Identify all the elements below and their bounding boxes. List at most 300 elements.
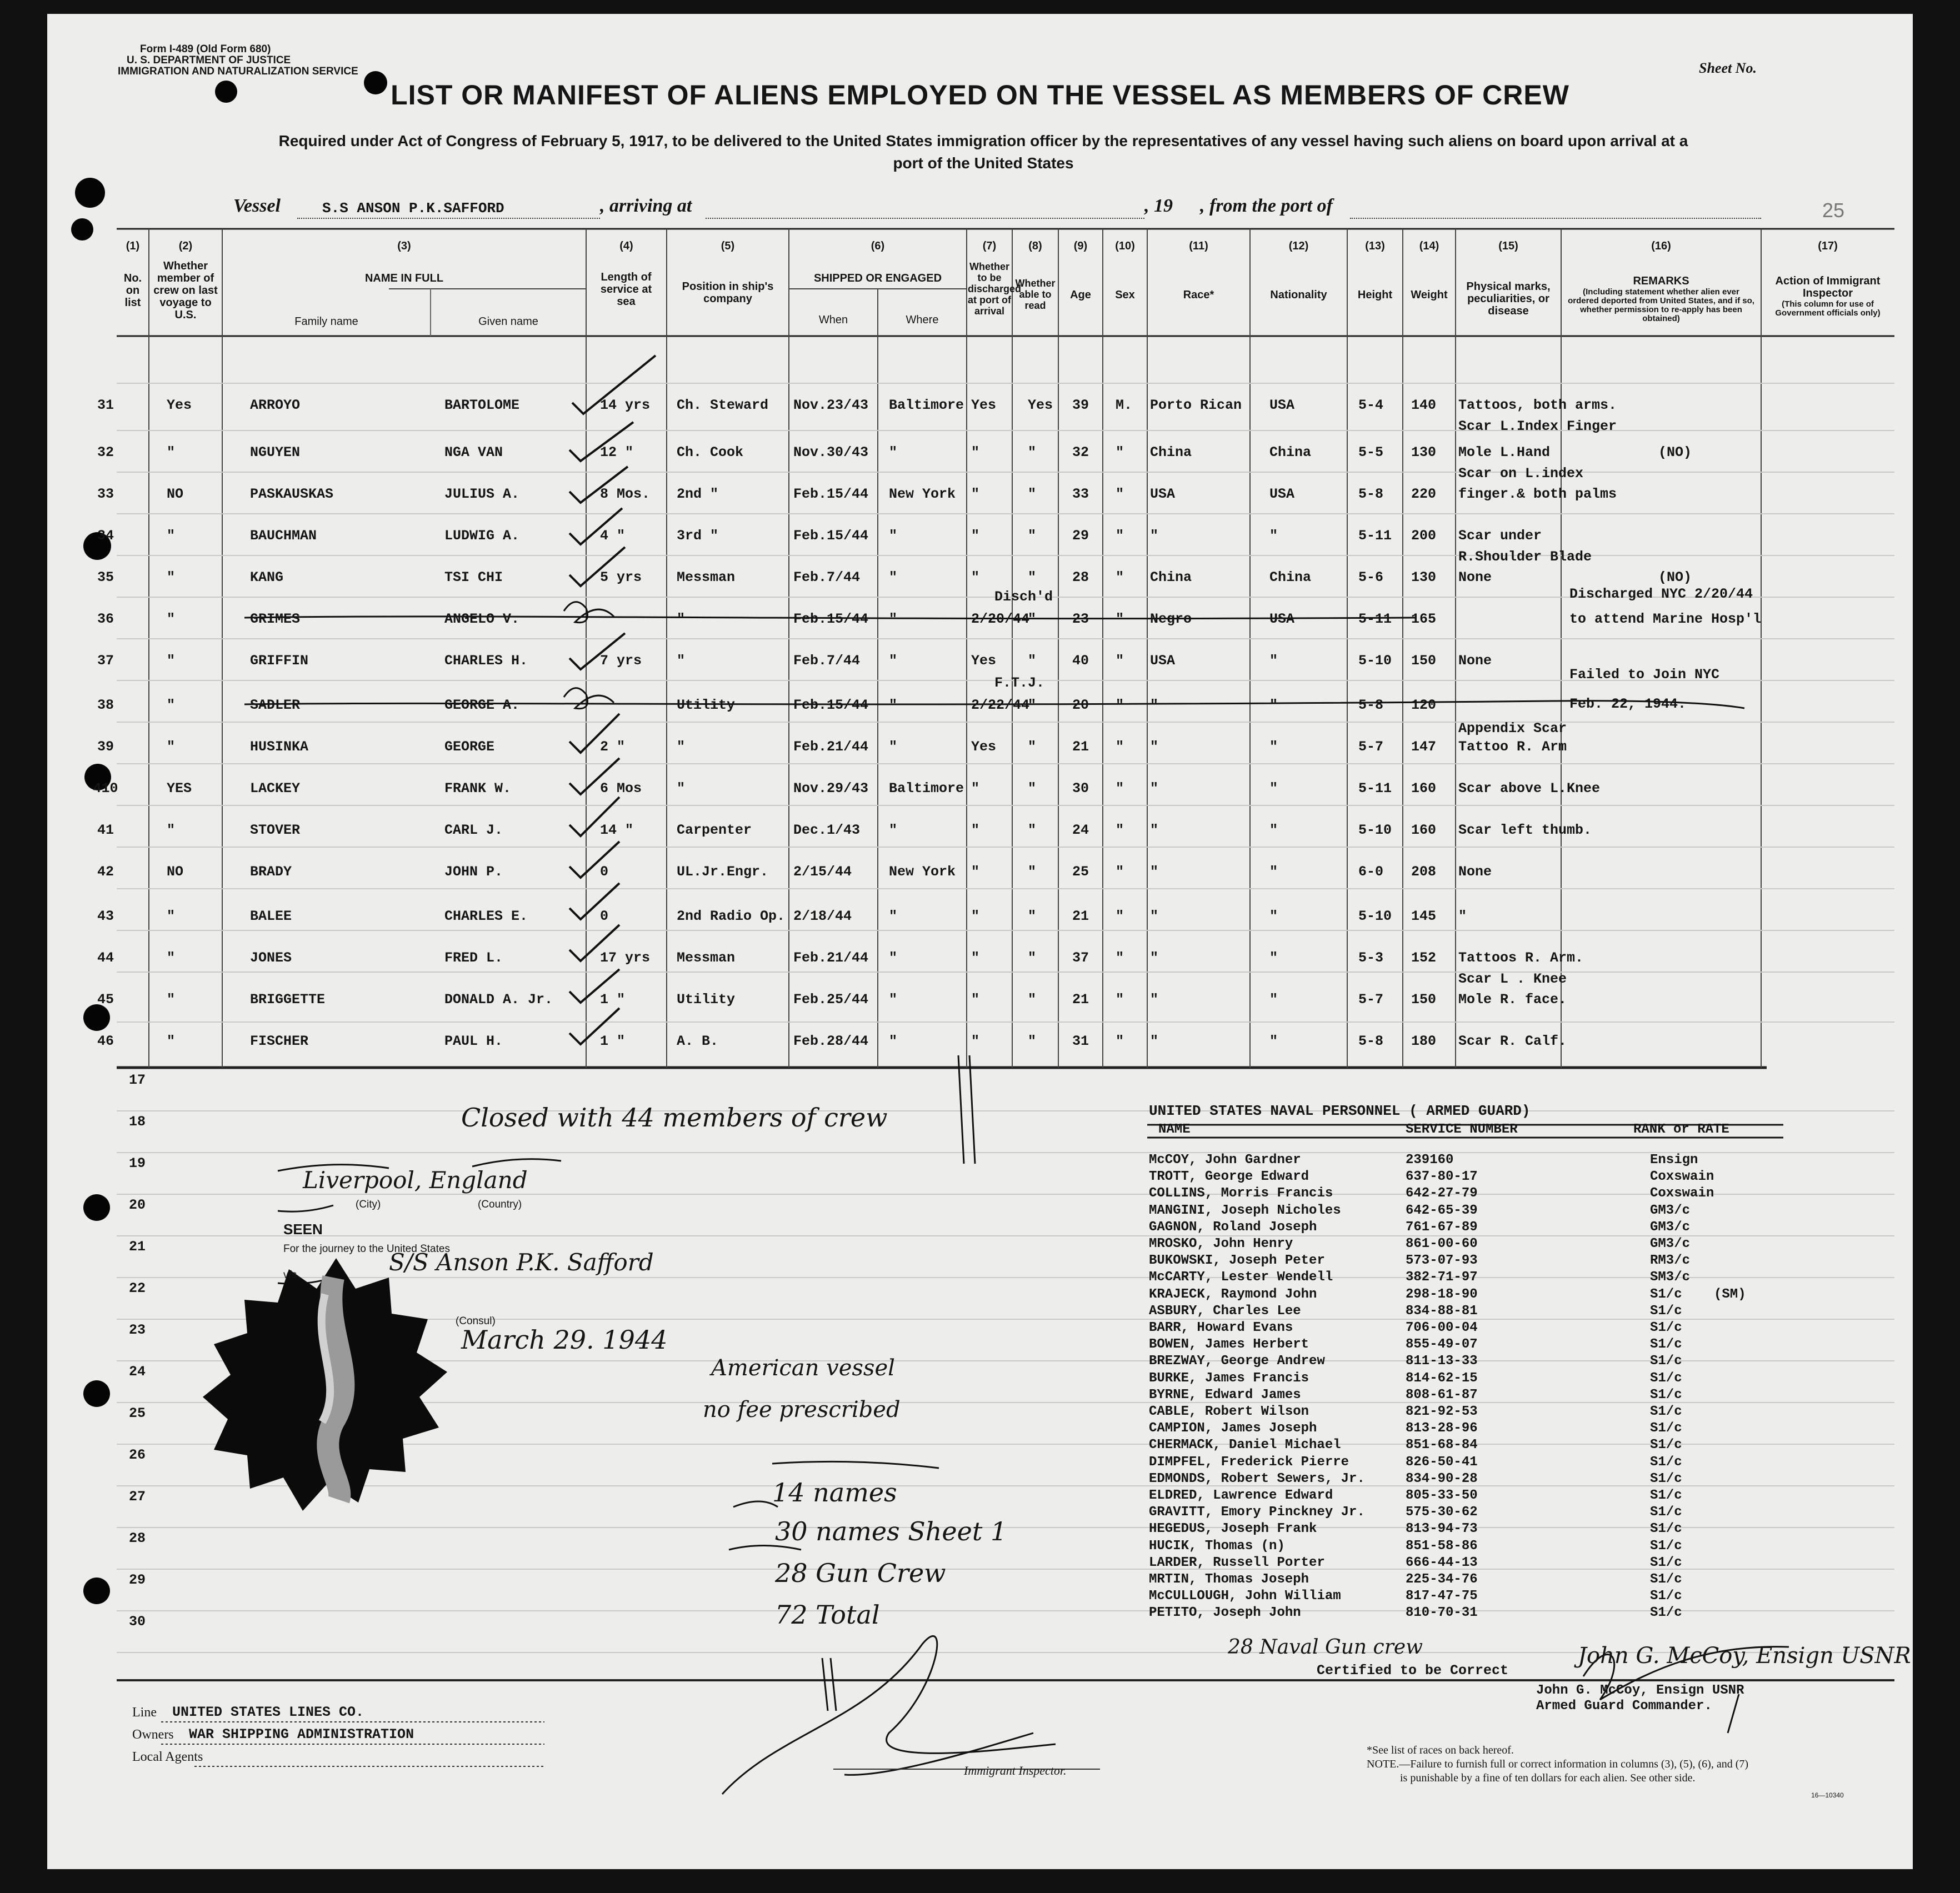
naval-rank-cell: S1/c <box>1650 1521 1682 1537</box>
discharged-cell: Yes <box>971 397 997 413</box>
naval-rank-cell: S1/c <box>1650 1387 1682 1403</box>
read-cell: " <box>1028 950 1037 966</box>
height-cell: 5-11 <box>1358 528 1392 544</box>
naval-rank-cell: S1/c <box>1650 1337 1682 1353</box>
given-name-cell: BARTOLOME <box>444 397 520 413</box>
row-number: 37 <box>97 653 114 669</box>
col-header-where: Where <box>906 314 939 326</box>
col-header-race: Race* <box>1183 289 1214 301</box>
race-cell: Porto Rican <box>1150 397 1242 413</box>
weight-cell: 220 <box>1411 486 1437 502</box>
sex-cell: " <box>1116 822 1124 838</box>
year-label: , 19 <box>1144 196 1173 216</box>
discharged-cell: " <box>971 864 980 880</box>
sex-cell: " <box>1116 864 1124 880</box>
prev-voyage-cell: " <box>167 569 176 585</box>
col-header-service: Length of service at sea <box>600 271 652 308</box>
remarks-cell-2: Feb. 22, 1944. <box>1569 696 1687 712</box>
read-cell: Yes <box>1028 397 1053 413</box>
row-number: 26 <box>129 1447 146 1463</box>
race-cell: " <box>1150 950 1159 966</box>
discharged-cell: Yes <box>971 653 997 669</box>
family-name-cell: HUSINKA <box>250 739 309 755</box>
col-num: (6) <box>871 240 885 252</box>
row-number: 43 <box>97 908 114 924</box>
col-num: (16) <box>1651 240 1671 252</box>
weight-cell: 130 <box>1411 444 1437 460</box>
naval-service-cell: 298-18-90 <box>1406 1286 1478 1302</box>
family-name-cell: BRIGGETTE <box>250 991 326 1008</box>
agents-label: Local Agents <box>132 1750 203 1764</box>
col-num: (1) <box>126 240 140 252</box>
read-cell: " <box>1028 780 1037 797</box>
penalty-note: NOTE.—Failure to furnish full or correct information in columns (3), (5), (6), and (7) <box>1367 1758 1749 1770</box>
shipped-when-cell: Feb.15/44 <box>793 486 869 502</box>
races-note: *See list of races on back hereof. <box>1367 1744 1514 1756</box>
shipped-where-cell: " <box>889 1033 898 1049</box>
commander-title: Armed Guard Commander. <box>1536 1699 1712 1714</box>
col-num: (10) <box>1115 240 1135 252</box>
sex-cell: " <box>1116 991 1124 1008</box>
family-name-cell: KANG <box>250 569 284 585</box>
age-cell: 21 <box>1072 991 1089 1008</box>
marks-cell-2: Scar on L.index <box>1458 465 1584 482</box>
age-cell: 23 <box>1072 611 1089 627</box>
naval-service-cell: 642-27-79 <box>1406 1186 1478 1201</box>
height-cell: 5-11 <box>1358 611 1392 627</box>
owners-value: WAR SHIPPING ADMINISTRATION <box>189 1726 414 1742</box>
notary-seal <box>203 1258 447 1511</box>
naval-name-cell: DIMPFEL, Frederick Pierre <box>1149 1454 1349 1470</box>
col-header-remarks-note: (Including statement whether alien ever ordered deported from United States, and if so, whether permission to re-apply has been obtained) <box>1568 287 1754 323</box>
naval-rank-cell: RM3/c <box>1650 1253 1691 1269</box>
marks-cell: None <box>1458 653 1492 669</box>
family-name-cell: SADLER <box>250 697 301 713</box>
service-cell: 17 yrs <box>600 950 651 966</box>
shipped-when-cell: Feb.15/44 <box>793 611 869 627</box>
race-cell: China <box>1150 444 1192 460</box>
service-cell: 0 <box>600 864 609 880</box>
naval-rank-cell: SM3/c <box>1650 1270 1691 1285</box>
shipped-where-cell: " <box>889 444 898 460</box>
given-name-cell: ANGELO V. <box>444 611 520 627</box>
naval-name-cell: McCULLOUGH, John William <box>1149 1589 1341 1604</box>
row-number: 27 <box>129 1489 146 1505</box>
naval-name-cell: COLLINS, Morris Francis <box>1149 1186 1333 1201</box>
arriving-label: , arriving at <box>600 196 692 216</box>
shipped-where-cell: " <box>889 611 898 627</box>
line-label: Line <box>132 1705 157 1720</box>
race-cell: " <box>1150 991 1159 1008</box>
age-cell: 29 <box>1072 528 1089 544</box>
shipped-when-cell: Feb.15/44 <box>793 697 869 713</box>
shipped-when-cell: Nov.29/43 <box>793 780 869 797</box>
service-cell: 2 " <box>600 739 626 755</box>
naval-name-cell: KRAJECK, Raymond John <box>1149 1286 1317 1302</box>
naval-name-cell: HEGEDUS, Joseph Frank <box>1149 1521 1317 1537</box>
row-number: 33 <box>97 486 114 502</box>
col-num: (13) <box>1365 240 1385 252</box>
position-cell: Utility <box>677 991 736 1008</box>
naval-service-cell: 813-28-96 <box>1406 1421 1478 1436</box>
position-cell: 2nd " <box>677 486 719 502</box>
position-cell: 2nd Radio Op. <box>677 908 786 924</box>
position-cell: Utility <box>677 697 736 713</box>
position-cell: " <box>677 653 686 669</box>
naval-rank-cell: S1/c <box>1650 1572 1682 1587</box>
country-label: (Country) <box>478 1199 522 1210</box>
given-name-cell: LUDWIG A. <box>444 528 520 544</box>
naval-service-cell: 851-58-86 <box>1406 1538 1478 1554</box>
naval-service-cell: 706-00-04 <box>1406 1320 1478 1335</box>
consul-label: (Consul) <box>456 1315 496 1327</box>
sex-cell: " <box>1116 611 1124 627</box>
race-cell: " <box>1150 908 1159 924</box>
naval-rank-cell: S1/c <box>1650 1320 1682 1335</box>
family-name-cell: GRIMES <box>250 611 301 627</box>
col-num: (8) <box>1028 240 1042 252</box>
naval-heading: UNITED STATES NAVAL PERSONNEL ( ARMED GUARD) <box>1149 1103 1531 1119</box>
naval-rank-cell: S1/c <box>1650 1421 1682 1436</box>
col-header-family: Family name <box>294 316 358 328</box>
naval-name-cell: ELDRED, Lawrence Edward <box>1149 1488 1333 1503</box>
naval-service-cell: 817-47-75 <box>1406 1589 1478 1604</box>
journey-label: For the journey to the United States <box>283 1243 450 1255</box>
nationality-cell: China <box>1269 569 1312 585</box>
marks-cell-2: Scar L . Knee <box>1458 971 1567 987</box>
position-cell: Ch. Cook <box>677 444 744 460</box>
shipped-where-cell: Baltimore <box>889 780 964 797</box>
service-cell: 6 Mos <box>600 780 642 797</box>
naval-rank-cell: GM3/c <box>1650 1219 1691 1235</box>
inspector-label: Immigrant Inspector. <box>964 1764 1067 1777</box>
weight-cell: 160 <box>1411 780 1437 797</box>
discharged-cell: " <box>971 1033 980 1049</box>
sex-cell: " <box>1116 950 1124 966</box>
given-name-cell: CARL J. <box>444 822 503 838</box>
naval-name-cell: McCOY, John Gardner <box>1149 1153 1301 1168</box>
naval-service-cell: 808-61-87 <box>1406 1387 1478 1403</box>
age-cell: 20 <box>1072 697 1089 713</box>
read-cell: " <box>1028 486 1037 502</box>
nationality-cell: " <box>1269 1033 1278 1049</box>
col-header-weight: Weight <box>1411 289 1448 301</box>
shipped-when-cell: Feb.15/44 <box>793 528 869 544</box>
no-fee-note: no fee prescribed <box>703 1397 901 1423</box>
city-label: (City) <box>356 1199 381 1210</box>
family-name-cell: BRADY <box>250 864 292 880</box>
race-cell: Negro <box>1150 611 1192 627</box>
read-cell: " <box>1028 908 1037 924</box>
nationality-cell: " <box>1269 780 1278 797</box>
shipped-where-cell: " <box>889 697 898 713</box>
col-header-sex: Sex <box>1115 289 1135 301</box>
age-cell: 25 <box>1072 864 1089 880</box>
family-name-cell: FISCHER <box>250 1033 309 1049</box>
height-cell: 5-10 <box>1358 653 1392 669</box>
col-num: (11) <box>1189 240 1208 252</box>
read-cell: " <box>1028 1033 1037 1049</box>
naval-service-cell: 225-34-76 <box>1406 1572 1478 1587</box>
prev-voyage-cell: " <box>167 697 176 713</box>
discharged-cell: " <box>971 486 980 502</box>
row-number: 17 <box>129 1072 146 1088</box>
row-number: 45 <box>97 991 114 1008</box>
row-number: 46 <box>97 1033 114 1049</box>
read-cell: " <box>1028 991 1037 1008</box>
row-number: 34 <box>97 528 114 544</box>
naval-service-cell: 666-44-13 <box>1406 1555 1478 1570</box>
race-cell: " <box>1150 697 1159 713</box>
shipped-where-cell: New York <box>889 864 956 880</box>
discharged-cell: " <box>971 822 980 838</box>
given-name-cell: PAUL H. <box>444 1033 503 1049</box>
remarks-cell: (NO) <box>1658 444 1692 460</box>
shipped-where-cell: " <box>889 653 898 669</box>
height-cell: 5-8 <box>1358 697 1384 713</box>
row-number: 35 <box>97 569 114 585</box>
service-cell: 14 " <box>600 822 634 838</box>
race-cell: " <box>1150 1033 1159 1049</box>
naval-name-cell: LARDER, Russell Porter <box>1149 1555 1325 1570</box>
prev-voyage-cell: YES <box>167 780 192 797</box>
naval-rank-cell: S1/c <box>1650 1555 1682 1570</box>
age-cell: 40 <box>1072 653 1089 669</box>
row-number: 41 <box>97 822 114 838</box>
col-header-remarks: REMARKS <box>1633 275 1689 287</box>
given-name-cell: CHARLES H. <box>444 653 528 669</box>
service-cell: 4 " <box>600 528 626 544</box>
discharged-cell: " <box>971 569 980 585</box>
weight-cell: 150 <box>1411 653 1437 669</box>
row-number: 22 <box>129 1280 146 1296</box>
weight-cell: 208 <box>1411 864 1437 880</box>
row-number: 25 <box>129 1405 146 1421</box>
service-name: IMMIGRATION AND NATURALIZATION SERVICE <box>118 66 358 77</box>
nationality-cell: " <box>1269 950 1278 966</box>
naval-rank-cell: Coxswain <box>1650 1169 1714 1185</box>
row-number: 44 <box>97 950 114 966</box>
closed-note: Closed with 44 members of crew <box>461 1103 888 1133</box>
col-header-action-note: (This column for use of Government officials only) <box>1775 299 1881 318</box>
weight-cell: 160 <box>1411 822 1437 838</box>
shipped-where-cell: " <box>889 991 898 1008</box>
discharged-cell: 2/22/44 <box>971 697 1030 713</box>
shipped-when-cell: Feb.21/44 <box>793 739 869 755</box>
naval-rank-cell: S1/c <box>1650 1471 1682 1486</box>
certified-label: Certified to be Correct <box>1317 1662 1509 1679</box>
naval-name-cell: ASBURY, Charles Lee <box>1149 1303 1301 1319</box>
discharged-cell: 2/20/44 <box>971 611 1030 627</box>
read-cell: " <box>1028 739 1037 755</box>
naval-name-cell: BURKE, James Francis <box>1149 1370 1309 1386</box>
race-cell: USA <box>1150 486 1176 502</box>
naval-service-cell: 382-71-97 <box>1406 1270 1478 1285</box>
height-cell: 5-8 <box>1358 1033 1384 1049</box>
age-cell: 37 <box>1072 950 1089 966</box>
naval-rank-cell: Coxswain <box>1650 1186 1714 1201</box>
col-num: (4) <box>619 240 633 252</box>
owners-label: Owners <box>132 1727 174 1742</box>
height-cell: 5-3 <box>1358 950 1384 966</box>
marks-cell-2: R.Shoulder Blade <box>1458 549 1592 565</box>
height-cell: 5-7 <box>1358 991 1384 1008</box>
gun-crew-note: 28 Naval Gun crew <box>1228 1636 1423 1659</box>
read-cell: " <box>1028 528 1037 544</box>
naval-service-cell: 805-33-50 <box>1406 1488 1478 1503</box>
family-name-cell: JONES <box>250 950 292 966</box>
position-cell: Messman <box>677 950 736 966</box>
height-cell: 5-8 <box>1358 486 1384 502</box>
race-cell: USA <box>1150 653 1176 669</box>
given-name-cell: JOHN P. <box>444 864 503 880</box>
shipped-when-cell: Feb.21/44 <box>793 950 869 966</box>
naval-service-cell: 575-30-62 <box>1406 1505 1478 1520</box>
line-value: UNITED STATES LINES CO. <box>172 1704 364 1720</box>
race-cell: " <box>1150 528 1159 544</box>
nationality-cell: " <box>1269 908 1278 924</box>
col-num: (7) <box>982 240 997 252</box>
naval-rank-cell: Ensign <box>1650 1153 1698 1168</box>
from-port-label: , from the port of <box>1200 196 1333 216</box>
naval-rank-cell: S1/c <box>1650 1404 1682 1419</box>
sex-cell: M. <box>1116 397 1133 413</box>
weight-cell: 120 <box>1411 697 1437 713</box>
col-header-position: Position in ship's company <box>682 281 774 305</box>
race-cell: " <box>1150 739 1159 755</box>
sex-cell: " <box>1116 908 1124 924</box>
shipped-where-cell: " <box>889 739 898 755</box>
col-header-given: Given name <box>478 316 538 328</box>
shipped-when-cell: Dec.1/43 <box>793 822 861 838</box>
shipped-where-cell: " <box>889 908 898 924</box>
shipped-when-cell: 2/18/44 <box>793 908 852 924</box>
nationality-cell: USA <box>1269 611 1295 627</box>
nationality-cell: " <box>1269 653 1278 669</box>
discharged-cell: " <box>971 950 980 966</box>
shipped-when-cell: Feb.25/44 <box>793 991 869 1008</box>
nationality-cell: " <box>1269 528 1278 544</box>
sex-cell: " <box>1116 528 1124 544</box>
shipped-where-cell: " <box>889 569 898 585</box>
page-subtitle-2: port of the United States <box>893 154 1074 172</box>
prev-voyage-cell: NO <box>167 486 184 502</box>
family-name-cell: STOVER <box>250 822 301 838</box>
family-name-cell: NGUYEN <box>250 444 301 460</box>
service-cell: 8 Mos. <box>600 486 651 502</box>
seen-stamp: SEEN <box>283 1221 323 1238</box>
race-cell: " <box>1150 780 1159 797</box>
row-number: 32 <box>97 444 114 460</box>
row-number: 21 <box>129 1239 146 1255</box>
height-cell: 5-7 <box>1358 739 1384 755</box>
age-cell: 32 <box>1072 444 1089 460</box>
nationality-cell: " <box>1269 991 1278 1008</box>
department-name: U. S. DEPARTMENT OF JUSTICE <box>127 54 291 66</box>
col-header-no: No. on list <box>123 272 142 309</box>
commander-name: John G. McCoy, Ensign USNR <box>1536 1683 1744 1698</box>
naval-name-cell: MROSKO, John Henry <box>1149 1236 1293 1251</box>
marks-cell: Scar left thumb. <box>1458 822 1592 838</box>
service-cell: 7 yrs <box>600 653 642 669</box>
row-number: 38 <box>97 697 114 713</box>
marks-cell: Scar above L.Knee <box>1458 780 1601 797</box>
height-cell: 5-6 <box>1358 569 1384 585</box>
read-cell: " <box>1028 822 1037 838</box>
sex-cell: " <box>1116 739 1124 755</box>
read-cell: " <box>1028 697 1037 713</box>
shipped-when-cell: Feb.7/44 <box>793 569 861 585</box>
sex-cell: " <box>1116 653 1124 669</box>
height-cell: 5-5 <box>1358 444 1384 460</box>
age-cell: 39 <box>1072 397 1089 413</box>
naval-name-cell: HUCIK, Thomas (n) <box>1149 1538 1285 1554</box>
prev-voyage-cell: " <box>167 991 176 1008</box>
marks-cell-2: Appendix Scar <box>1458 720 1567 737</box>
sex-cell: " <box>1116 697 1124 713</box>
col-num: (3) <box>397 240 411 252</box>
vessel-prefix: v/s <box>283 1269 297 1281</box>
age-cell: 21 <box>1072 908 1089 924</box>
age-cell: 31 <box>1072 1033 1089 1049</box>
height-cell: 6-0 <box>1358 864 1384 880</box>
prev-voyage-cell: " <box>167 653 176 669</box>
col-num: (5) <box>721 240 735 252</box>
american-vessel-note: American vessel <box>711 1355 895 1381</box>
sheet-mark: 25 <box>1822 199 1845 222</box>
discharged-cell: " <box>971 780 980 797</box>
prev-voyage-cell: " <box>167 950 176 966</box>
remarks-cell: Discharged NYC 2/20/44 <box>1569 586 1753 602</box>
family-name-cell: ARROYO <box>250 397 301 413</box>
marks-cell: Scar under <box>1458 528 1542 544</box>
service-cell: 5 yrs <box>600 569 642 585</box>
naval-rank-cell: S1/c <box>1650 1303 1682 1319</box>
naval-col-rank: RANK or RATE <box>1633 1122 1729 1137</box>
col-num: (9) <box>1073 240 1088 252</box>
race-cell: " <box>1150 864 1159 880</box>
tally-line-3: 28 Gun Crew <box>775 1558 946 1588</box>
weight-cell: 145 <box>1411 908 1437 924</box>
given-name-cell: DONALD A. Jr. <box>444 991 553 1008</box>
shipped-when-cell: 2/15/44 <box>793 864 852 880</box>
family-name-cell: PASKAUSKAS <box>250 486 334 502</box>
service-cell: 1 " <box>600 1033 626 1049</box>
weight-cell: 150 <box>1411 991 1437 1008</box>
position-cell: Ch. Steward <box>677 397 769 413</box>
naval-name-cell: McCARTY, Lester Wendell <box>1149 1270 1333 1285</box>
naval-name-cell: CHERMACK, Daniel Michael <box>1149 1438 1341 1453</box>
age-cell: 33 <box>1072 486 1089 502</box>
naval-name-cell: MANGINI, Joseph Nicholes <box>1149 1203 1341 1218</box>
naval-rank-cell: S1/c <box>1650 1505 1682 1520</box>
naval-service-cell: 855-49-07 <box>1406 1337 1478 1353</box>
col-header-action: Action of Immigrant Inspector <box>1775 275 1881 299</box>
naval-name-cell: BARR, Howard Evans <box>1149 1320 1293 1335</box>
naval-rank-cell: S1/c <box>1650 1354 1682 1369</box>
vessel-label: Vessel <box>233 196 281 216</box>
naval-rank-cell: S1/c <box>1650 1454 1682 1470</box>
nationality-cell: " <box>1269 864 1278 880</box>
race-cell: " <box>1150 822 1159 838</box>
naval-service-cell: 810-70-31 <box>1406 1605 1478 1621</box>
remarks-cell-2: to attend Marine Hosp'l <box>1569 611 1762 627</box>
shipped-where-cell: Baltimore <box>889 397 964 413</box>
marks-cell: " <box>1458 908 1467 924</box>
col-header-marks: Physical marks, peculiarities, or disease <box>1466 281 1551 317</box>
position-cell: UL.Jr.Engr. <box>677 864 769 880</box>
discharged-cell: Yes <box>971 739 997 755</box>
